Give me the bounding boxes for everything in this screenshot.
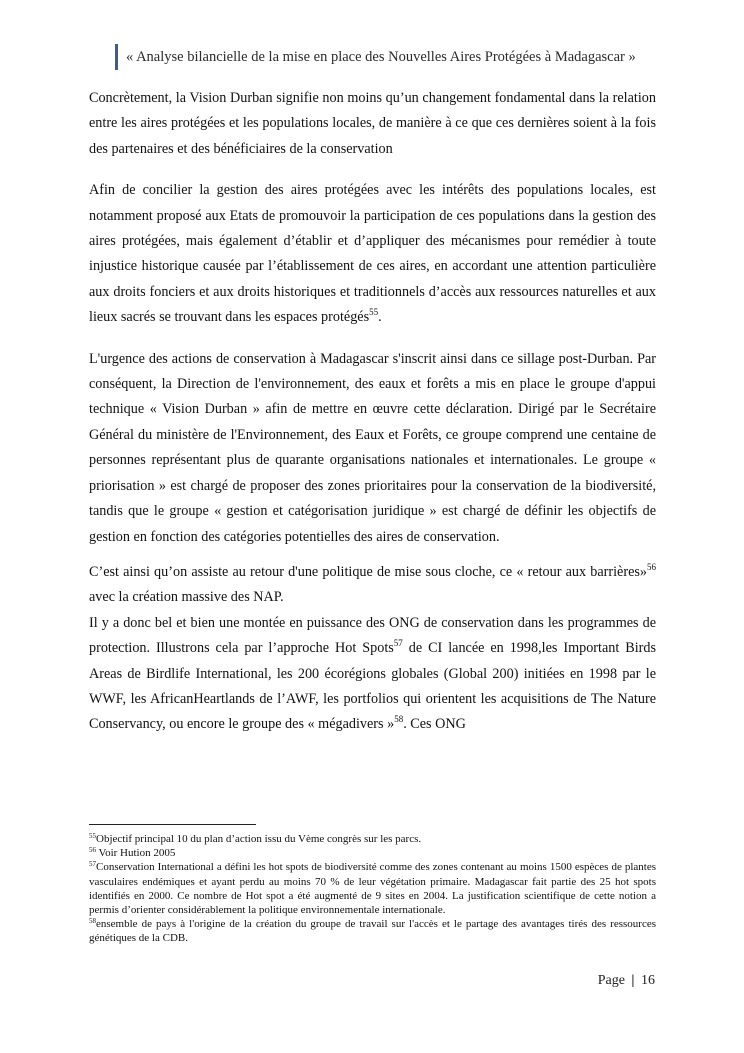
- footnote-number: 57: [89, 860, 96, 869]
- footnote-57: [89, 860, 656, 917]
- paragraph-5-text-c: . Ces ONG: [403, 716, 466, 733]
- paragraph-3-text: L'urgence des actions de conservation à Madagascar s'inscrit ainsi dans ce sillage post-Durban. Par conséquent, la Direction de l'environnement, des eaux et forêts a mis en place le groupe d'appui technique « Vision Durban » afin de mettre en œuvre cette déclaration. Dirigé par le Secrétaire Général du ministère de l'Environnement, des Eaux et Forêts, ce groupe comprend une centaine de personnes représentant plus de quarante organisations nationales et internationales. Le groupe « priorisation » est chargé de proposer des zones prioritaires pour la conservation de la biodiversité, tandis que le groupe « gestion et catégorisation juridique » est chargé de définir les objectifs de gestion en fonction des catégories potentielles des aires de conservation.: [89, 350, 656, 545]
- footnote-ref-57[interactable]: 57: [393, 638, 403, 649]
- footnote-56: [89, 846, 656, 860]
- paragraph-1: [89, 86, 656, 162]
- footnote-number: 58: [89, 917, 96, 926]
- paragraph-3: [89, 347, 656, 550]
- paragraph-2-end: .: [378, 309, 382, 326]
- footnote-55: [89, 832, 656, 846]
- paragraph-4-text-b: avec la création massive des NAP.: [89, 589, 284, 606]
- paragraph-5: [89, 611, 656, 738]
- running-header: [115, 44, 636, 70]
- page-separator: |: [631, 973, 635, 988]
- paragraph-5-text-a: Il y a donc bel et bien une montée en puissance des ONG de conservation dans les programmes de protection. Illustrons cela par l’approche Hot Spots: [89, 614, 656, 657]
- footnotes: [89, 832, 656, 946]
- footnote-text: Voir Hution 2005: [96, 847, 176, 860]
- paragraph-5-text-b: de CI lancée en 1998,les Important Birds Areas de Birdlife International, les 200 écorégions globales (Global 200) initiées en 1998 par le WWF, les AfricanHeartlands de l’AWF, les portfolios qui orientent les acquisitions de The Nature Conservancy, ou encore le groupe des « mégadivers »: [89, 640, 656, 733]
- page-label: Page: [597, 973, 625, 988]
- footnote-divider: [89, 824, 256, 825]
- footnote-ref-56[interactable]: 56: [647, 561, 656, 572]
- footnote-text: ensemble de pays à l'origine de la création du groupe de travail sur l'accès et le partage des avantages tirés des ressources génétiques de la CDB.: [89, 918, 656, 945]
- footnote-text: Conservation International a défini les hot spots de biodiversité comme des zones contenant au moins 1500 espèces de plantes vasculaires endémiques et ayant perdu au moins 70 % de leur végétation primaire. Madagascar fait partie des 25 hot spots identifiés en 2000. Ce nombre de Hot spot a été augmenté de 9 sites en 2004. La justification scientifique de cette notion a permis d’orienter considérablement la politique environnementale internationale.: [89, 861, 656, 917]
- paragraph-4-text-a: C’est ainsi qu’on assiste au retour d'une politique de mise sous cloche, ce « retour aux barrières»: [89, 563, 647, 580]
- header-title: « Analyse bilancielle de la mise en place des Nouvelles Aires Protégées à Madagascar »: [126, 49, 636, 65]
- footnote-58: [89, 917, 656, 945]
- page-footer: [598, 973, 655, 989]
- footnote-ref-55[interactable]: 55: [369, 307, 379, 318]
- footnote-number: 55: [89, 832, 96, 840]
- paragraph-2-text: Afin de concilier la gestion des aires protégées avec les intérêts des populations locales, est notamment proposé aux Etats de promouvoir la participation de ces populations dans la gestion des aires protégées, mais également d’établir et d’appliquer des mécanismes pour remédier à toute injustice historique causée par l’établissement de ces aires, en accordant une attention particulière aux droits fonciers et aux droits historiques et traditionnels d’accès aux ressources naturelles et aux lieux sacrés se trouvant dans les espaces protégés: [89, 182, 656, 326]
- paragraph-4: [89, 560, 656, 611]
- footnote-text: Objectif principal 10 du plan d’action issu du Vème congrès sur les parcs.: [96, 833, 422, 845]
- paragraph-1-text: Concrètement, la Vision Durban signifie non moins qu’un changement fondamental dans la relation entre les aires protégées et les populations locales, de manière à ce que ces dernières soient à la fois des partenaires et des bénéficiaires de la conservation: [89, 90, 656, 157]
- footnote-number: 56: [89, 846, 96, 855]
- page-number: 16: [641, 973, 655, 988]
- body-text: [89, 86, 656, 738]
- footnote-ref-58[interactable]: 58: [394, 714, 404, 725]
- paragraph-2: [89, 178, 656, 330]
